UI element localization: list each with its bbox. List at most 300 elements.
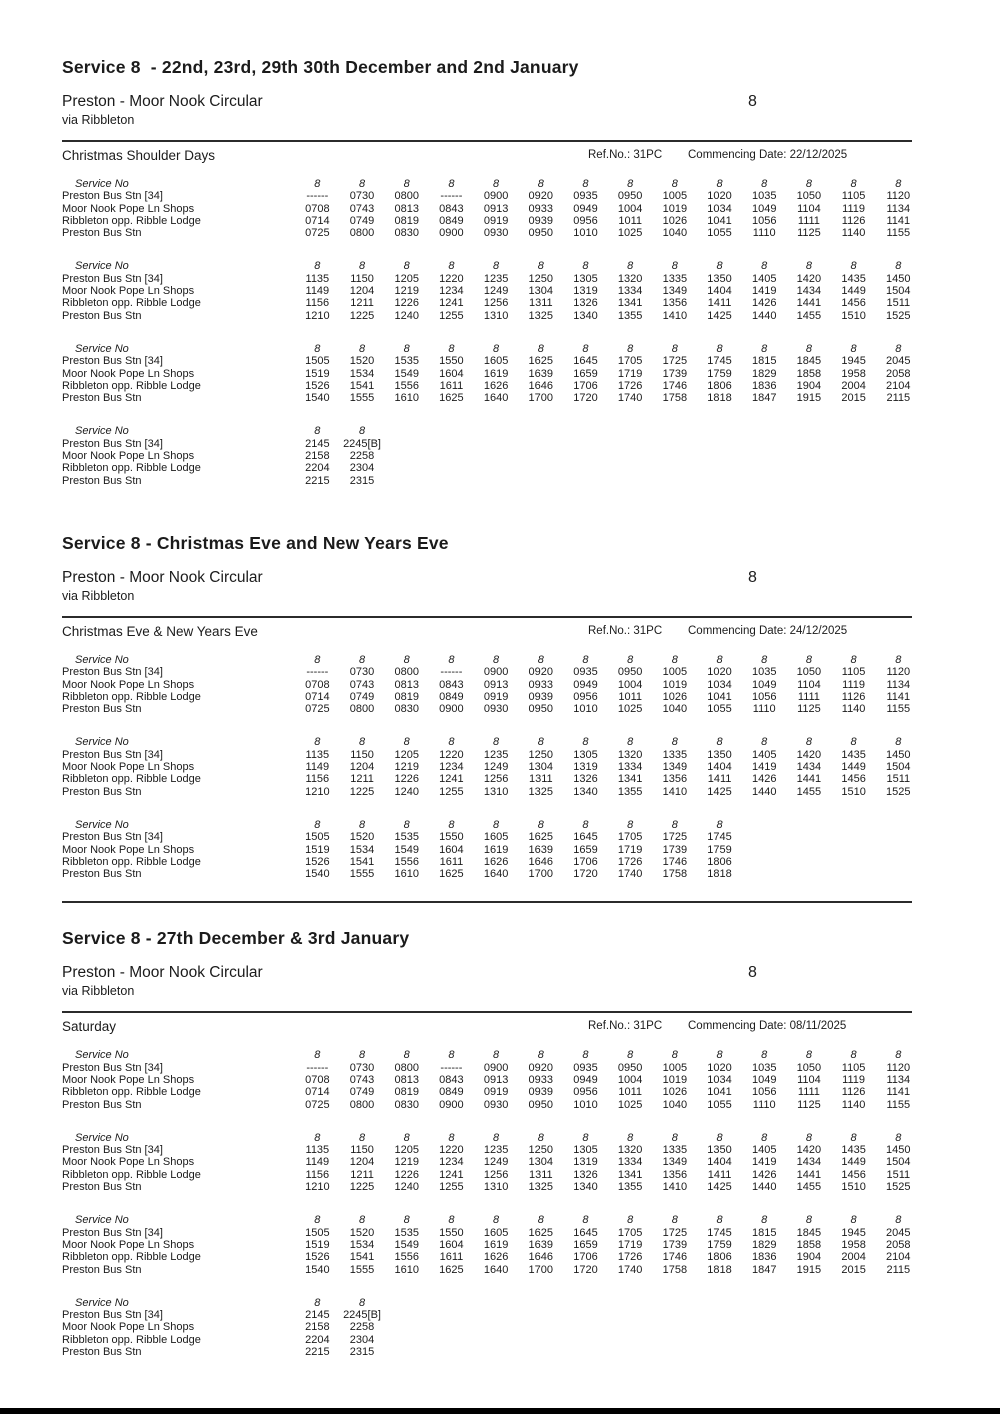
service-number: 8 — [716, 736, 723, 749]
time-cell: 1241 — [439, 297, 464, 310]
time-cell: 1555 — [349, 868, 375, 881]
service-number: 8 — [671, 342, 678, 355]
time-cell: 1625 — [528, 1226, 554, 1239]
service-number: 8 — [403, 178, 410, 190]
time-cell: 1706 — [573, 379, 598, 392]
time-cell: 2158 — [305, 450, 330, 463]
time-cell: 1240 — [394, 785, 419, 798]
time-cell: 1420 — [796, 272, 822, 285]
stop-row — [62, 786, 912, 798]
time-cell: 1526 — [305, 379, 330, 392]
time-cell: 1025 — [617, 1098, 643, 1111]
time-cell: 1441 — [796, 297, 822, 310]
time-cell: 1150 — [350, 1144, 374, 1157]
stop-name: Ribbleton opp. Ribble Lodge — [62, 1086, 201, 1099]
time-cell: 0950 — [617, 190, 643, 203]
time-cell: 0749 — [349, 690, 375, 703]
time-cell: 1310 — [483, 309, 509, 322]
time-cell: 0933 — [528, 202, 554, 215]
time-cell: 1126 — [841, 214, 866, 227]
section-saturday — [62, 928, 912, 1358]
time-cell: 1225 — [349, 785, 375, 798]
time-cell: 1350 — [707, 272, 732, 285]
service-number: 8 — [761, 653, 768, 666]
time-cell: 1958 — [841, 367, 866, 380]
time-cell: 1541 — [349, 855, 375, 868]
time-cell: 1026 — [662, 690, 688, 703]
service-number: 8 — [314, 818, 321, 831]
stop-name: Preston Bus Stn [34] — [62, 748, 163, 761]
stop-row — [62, 438, 912, 450]
time-cell: 1425 — [707, 309, 732, 322]
time-cell: 1141 — [886, 690, 911, 703]
time-cell: 1234 — [439, 761, 464, 774]
time-cell: 1156 — [305, 773, 330, 786]
time-cell: 1134 — [886, 202, 911, 215]
stop-name: Moor Nook Pope Ln Shops — [62, 367, 195, 380]
time-cell: 1026 — [662, 214, 688, 227]
time-cell: 1659 — [573, 843, 598, 856]
time-cell: 1204 — [349, 761, 375, 774]
time-cell: 0930 — [483, 227, 509, 240]
time-cell: 0849 — [439, 1086, 464, 1099]
time-cell: 1740 — [617, 1263, 643, 1276]
service-number: 8 — [895, 342, 902, 355]
time-cell: 1405 — [751, 748, 777, 761]
section-title: Service 8 - 22nd, 23rd, 29th 30th December and 2nd January — [62, 57, 579, 77]
time-cell: 2015 — [841, 1263, 866, 1276]
time-cell: 1155 — [886, 227, 911, 240]
time-cell: 2015 — [841, 392, 866, 405]
time-cell: 1504 — [886, 285, 911, 298]
stop-row — [62, 392, 912, 404]
time-cell: 1758 — [662, 868, 688, 881]
time-cell: 1720 — [573, 392, 598, 405]
time-cell: 1440 — [751, 1181, 777, 1194]
time-cell: 1626 — [483, 855, 509, 868]
stop-row — [62, 1074, 912, 1086]
time-cell: 0813 — [394, 678, 419, 691]
time-cell: 1255 — [439, 1181, 464, 1194]
time-cell: 1019 — [662, 678, 688, 691]
time-cell: 0935 — [573, 1061, 598, 1074]
time-cell: 0939 — [528, 214, 554, 227]
service-number: 8 — [761, 342, 768, 355]
service-number: 8 — [582, 1049, 589, 1062]
stop-row — [62, 297, 912, 309]
time-cell: 1904 — [796, 379, 822, 392]
route-via: via Ribbleton — [62, 113, 135, 127]
stop-name: Moor Nook Pope Ln Shops — [62, 1321, 195, 1334]
time-cell: 1119 — [842, 1073, 866, 1086]
time-cell: 2004 — [841, 1251, 866, 1264]
time-cell: 1311 — [528, 1168, 553, 1181]
service-number: 8 — [448, 1214, 455, 1227]
time-cell: 1319 — [573, 285, 598, 298]
time-cell: 0949 — [573, 678, 598, 691]
time-cell: 1535 — [394, 355, 419, 368]
stop-name: Preston Bus Stn [34] — [62, 272, 163, 285]
service-number: 8 — [716, 1214, 723, 1227]
time-cell: 1034 — [707, 202, 732, 215]
service-no-label: Service No — [75, 260, 129, 273]
time-cell: 1535 — [394, 1226, 419, 1239]
service-no-row — [62, 260, 912, 272]
time-cell: 1210 — [305, 1181, 330, 1194]
service-number: 8 — [850, 260, 857, 273]
time-cell: 1119 — [842, 202, 866, 215]
time-cell: 1535 — [394, 831, 419, 844]
time-cell: 1010 — [573, 227, 598, 240]
time-cell: 0849 — [439, 214, 464, 227]
time-cell: 1355 — [617, 785, 643, 798]
time-cell: 1639 — [528, 843, 554, 856]
stop-row — [62, 1086, 912, 1098]
stop-name: Moor Nook Pope Ln Shops — [62, 1073, 195, 1086]
time-cell: 1240 — [394, 1181, 419, 1194]
time-cell: 1739 — [662, 1238, 688, 1251]
route-number: 8 — [748, 568, 757, 586]
service-number: 8 — [805, 342, 812, 355]
service-number: 8 — [716, 1131, 723, 1144]
time-cell: 1050 — [796, 1061, 822, 1074]
stop-row — [62, 1251, 912, 1263]
time-cell: 1305 — [573, 748, 598, 761]
time-cell: 1404 — [707, 1156, 732, 1169]
service-number: 8 — [895, 1131, 902, 1144]
time-cell: 0800 — [394, 1061, 419, 1074]
service-number: 8 — [493, 1214, 500, 1227]
service-number: 8 — [895, 1049, 902, 1062]
service-no-label: Service No — [75, 1214, 129, 1227]
stop-row — [62, 190, 912, 202]
service-number: 8 — [493, 260, 500, 273]
time-cell: 1435 — [841, 748, 866, 761]
time-cell: 1004 — [617, 1073, 643, 1086]
service-number: 8 — [895, 260, 902, 273]
time-cell: 1740 — [617, 868, 643, 881]
service-number: 8 — [358, 818, 366, 831]
timetable-block — [62, 1132, 912, 1193]
time-cell: 2258 — [349, 450, 375, 463]
service-number: 8 — [805, 1131, 812, 1144]
service-number: 8 — [761, 1049, 768, 1062]
service-number: 8 — [716, 260, 723, 273]
time-cell: 1815 — [751, 1226, 777, 1239]
time-cell: 0900 — [439, 703, 464, 716]
time-cell: 0939 — [528, 690, 554, 703]
time-cell: 0900 — [483, 1061, 509, 1074]
time-cell: 1605 — [483, 355, 509, 368]
time-cell: 1141 — [886, 1086, 911, 1099]
time-cell: 1049 — [751, 1073, 777, 1086]
stop-name: Ribbleton opp. Ribble Lodge — [62, 855, 201, 868]
divider-rule — [62, 140, 912, 142]
stop-name: Preston Bus Stn — [62, 309, 142, 322]
meta-line — [62, 147, 912, 163]
time-cell: 2315 — [349, 1346, 375, 1359]
time-cell: 1041 — [707, 1086, 732, 1099]
time-cell: 1349 — [662, 1156, 688, 1169]
time-cell: 1626 — [483, 1251, 509, 1264]
time-cell: 1456 — [841, 773, 866, 786]
time-cell: 1510 — [841, 1181, 866, 1194]
time-cell: 1156 — [305, 1168, 330, 1181]
time-cell: 2215 — [305, 474, 330, 487]
time-cell: 1220 — [439, 748, 464, 761]
time-cell: 1226 — [394, 773, 419, 786]
time-cell: 0743 — [349, 1073, 375, 1086]
service-number: 8 — [671, 1214, 678, 1227]
service-number: 8 — [358, 653, 366, 666]
stop-name: Preston Bus Stn — [62, 1346, 142, 1359]
time-cell: 1818 — [707, 392, 732, 405]
service-number: 8 — [582, 1214, 589, 1227]
service-number: 8 — [805, 1049, 812, 1062]
time-cell: 1120 — [886, 666, 911, 679]
service-number: 8 — [805, 178, 812, 190]
service-number: 8 — [403, 1049, 410, 1062]
timetable-block — [62, 1214, 912, 1275]
time-cell: 0725 — [305, 703, 330, 716]
time-cell: 1534 — [349, 367, 375, 380]
time-cell: 2304 — [349, 462, 375, 475]
time-cell: 1410 — [662, 785, 688, 798]
service-number: 8 — [627, 653, 634, 666]
time-cell: 1325 — [528, 1181, 554, 1194]
time-cell: 1441 — [796, 1168, 822, 1181]
time-cell: 0949 — [573, 1073, 598, 1086]
time-cell: 1858 — [796, 367, 822, 380]
service-number: 8 — [761, 1131, 768, 1144]
time-cell: 1004 — [617, 678, 643, 691]
time-cell: 1311 — [528, 297, 553, 310]
time-cell: 1034 — [707, 678, 732, 691]
time-cell: 1125 — [797, 703, 821, 716]
time-cell: 1041 — [707, 214, 732, 227]
time-cell: 1105 — [841, 1061, 866, 1074]
time-cell: 1746 — [662, 1251, 688, 1264]
time-cell: 1010 — [573, 703, 598, 716]
stop-row — [62, 1309, 912, 1321]
time-cell: 1510 — [841, 785, 866, 798]
time-cell: 1225 — [349, 309, 375, 322]
service-number: 8 — [448, 653, 455, 666]
time-cell: 1241 — [439, 1168, 464, 1181]
service-number: 8 — [537, 342, 544, 355]
time-cell: 1725 — [662, 355, 688, 368]
time-cell: 1035 — [751, 1061, 777, 1074]
timetable-blocks — [62, 1049, 912, 1358]
time-cell: 2304 — [349, 1333, 375, 1346]
time-cell: 1405 — [751, 272, 777, 285]
time-cell: 1526 — [305, 855, 330, 868]
time-cell: 1319 — [573, 761, 598, 774]
time-cell: 1700 — [528, 1263, 554, 1276]
time-cell: 1646 — [528, 1251, 554, 1264]
time-cell: 1120 — [886, 1061, 911, 1074]
stop-name: Moor Nook Pope Ln Shops — [62, 761, 195, 774]
time-cell: 1249 — [483, 285, 509, 298]
time-cell: 1456 — [841, 1168, 866, 1181]
time-cell: 1504 — [886, 1156, 911, 1169]
service-number: 8 — [895, 653, 902, 666]
time-cell: 1226 — [394, 1168, 419, 1181]
time-cell: 0708 — [305, 202, 330, 215]
service-number: 8 — [403, 653, 410, 666]
service-no-row — [62, 1297, 912, 1309]
route-via: via Ribbleton — [62, 588, 135, 603]
time-cell: 1550 — [439, 355, 464, 368]
time-cell: 1205 — [394, 272, 419, 285]
time-cell: 1745 — [707, 831, 732, 844]
time-cell: 0725 — [305, 227, 330, 240]
stop-name: Ribbleton opp. Ribble Lodge — [62, 1168, 201, 1181]
service-no-row — [62, 1214, 912, 1226]
service-number: 8 — [403, 818, 410, 831]
service-number: 8 — [671, 260, 678, 273]
stop-name: Ribbleton opp. Ribble Lodge — [62, 297, 201, 310]
time-cell: 1836 — [751, 379, 777, 392]
time-cell: 2145 — [305, 437, 330, 450]
service-number: 8 — [582, 1131, 589, 1144]
time-cell: 1519 — [305, 367, 330, 380]
time-cell: 1255 — [439, 785, 464, 798]
stop-name: Preston Bus Stn — [62, 392, 142, 405]
stop-name: Ribbleton opp. Ribble Lodge — [62, 773, 201, 786]
time-cell: 1356 — [662, 297, 688, 310]
time-cell: 1945 — [841, 355, 866, 368]
commencing-date: Commencing Date: 22/12/2025 — [688, 149, 848, 161]
time-cell: 1250 — [528, 272, 554, 285]
time-cell: 1556 — [394, 1251, 419, 1264]
time-cell: 0813 — [394, 202, 419, 215]
service-number: 8 — [582, 342, 589, 355]
timetable-block — [62, 736, 912, 797]
service-number: 8 — [761, 178, 768, 190]
time-cell: 1719 — [617, 843, 643, 856]
service-no-row — [62, 736, 912, 748]
time-cell: 1155 — [886, 1098, 911, 1111]
time-cell: 1335 — [662, 272, 688, 285]
time-cell: 0919 — [483, 690, 509, 703]
time-cell: 1520 — [349, 831, 375, 844]
time-cell: 1250 — [528, 1144, 554, 1157]
time-cell: 1304 — [528, 761, 554, 774]
time-cell: 1055 — [707, 703, 732, 716]
time-cell: 1404 — [707, 761, 732, 774]
stop-row — [62, 1181, 912, 1193]
time-cell: 1105 — [841, 666, 866, 679]
service-number: 8 — [716, 1049, 723, 1062]
time-cell: 1426 — [751, 1168, 777, 1181]
time-cell: 2045 — [886, 355, 911, 368]
service-number: 8 — [537, 736, 544, 749]
time-cell: 1256 — [483, 297, 509, 310]
service-number: 8 — [314, 736, 321, 749]
time-cell: 1019 — [662, 1073, 688, 1086]
time-cell: 1241 — [439, 773, 464, 786]
timetable-block — [62, 425, 912, 486]
time-cell: 1419 — [751, 1156, 777, 1169]
time-cell: 0749 — [349, 1086, 375, 1099]
stop-row — [62, 773, 912, 785]
service-number: 8 — [314, 1296, 321, 1309]
stop-row — [62, 227, 912, 239]
time-cell: 1619 — [483, 843, 509, 856]
service-number: 8 — [493, 342, 500, 355]
time-cell: 1829 — [751, 1238, 777, 1251]
time-cell: 1219 — [394, 285, 419, 298]
timetable-block — [62, 819, 912, 880]
time-cell: 1105 — [841, 190, 866, 203]
time-cell: ------ — [440, 1061, 463, 1074]
time-cell: 1150 — [350, 748, 374, 761]
stop-name: Ribbleton opp. Ribble Lodge — [62, 214, 201, 227]
time-cell: 0800 — [349, 227, 375, 240]
stop-row — [62, 285, 912, 297]
time-cell: 1305 — [573, 272, 598, 285]
stop-row — [62, 1156, 912, 1168]
time-cell: 1726 — [617, 1251, 643, 1264]
time-cell: 1355 — [617, 309, 643, 322]
time-cell: 1040 — [662, 703, 688, 716]
time-cell: 2204 — [305, 1333, 330, 1346]
time-cell: 1450 — [886, 748, 911, 761]
time-cell: 0949 — [573, 202, 598, 215]
time-cell: 1410 — [662, 309, 688, 322]
time-cell: 1225 — [349, 1181, 375, 1194]
divider-rule — [62, 616, 912, 618]
timetable-block — [62, 343, 912, 404]
time-cell: 1456 — [841, 297, 866, 310]
time-cell: 1806 — [707, 379, 732, 392]
time-cell: 1056 — [751, 690, 777, 703]
section-bottom-rule — [62, 901, 912, 903]
service-no-row — [62, 1132, 912, 1144]
time-cell: 1134 — [886, 678, 911, 691]
time-cell: 1350 — [707, 1144, 732, 1157]
service-number: 8 — [850, 1131, 857, 1144]
time-cell: 1534 — [349, 843, 375, 856]
time-cell: 1441 — [796, 773, 822, 786]
time-cell: 1420 — [796, 748, 822, 761]
stop-row — [62, 1346, 912, 1358]
service-no-label: Service No — [75, 818, 129, 831]
stop-name: Preston Bus Stn — [62, 1181, 142, 1194]
service-number: 8 — [671, 178, 678, 190]
route-name: Preston - Moor Nook Circular — [62, 93, 263, 110]
service-number: 8 — [314, 260, 321, 273]
service-number: 8 — [627, 818, 634, 831]
time-cell: 1005 — [662, 190, 688, 203]
time-cell: 0743 — [349, 202, 375, 215]
time-cell: 1410 — [662, 1181, 688, 1194]
time-cell: 1758 — [662, 392, 688, 405]
service-number: 8 — [448, 1049, 455, 1062]
time-cell: 1205 — [394, 1144, 419, 1157]
time-cell: 1847 — [751, 1263, 777, 1276]
time-cell: 1341 — [617, 297, 643, 310]
time-cell: 2145 — [305, 1309, 330, 1322]
time-cell: 1719 — [617, 1238, 643, 1251]
stop-name: Preston Bus Stn [34] — [62, 1144, 163, 1157]
stop-name: Ribbleton opp. Ribble Lodge — [62, 1251, 201, 1264]
stop-row — [62, 679, 912, 691]
time-cell: 1104 — [797, 202, 821, 215]
route-number: 8 — [748, 93, 757, 110]
time-cell: 1219 — [394, 1156, 419, 1169]
